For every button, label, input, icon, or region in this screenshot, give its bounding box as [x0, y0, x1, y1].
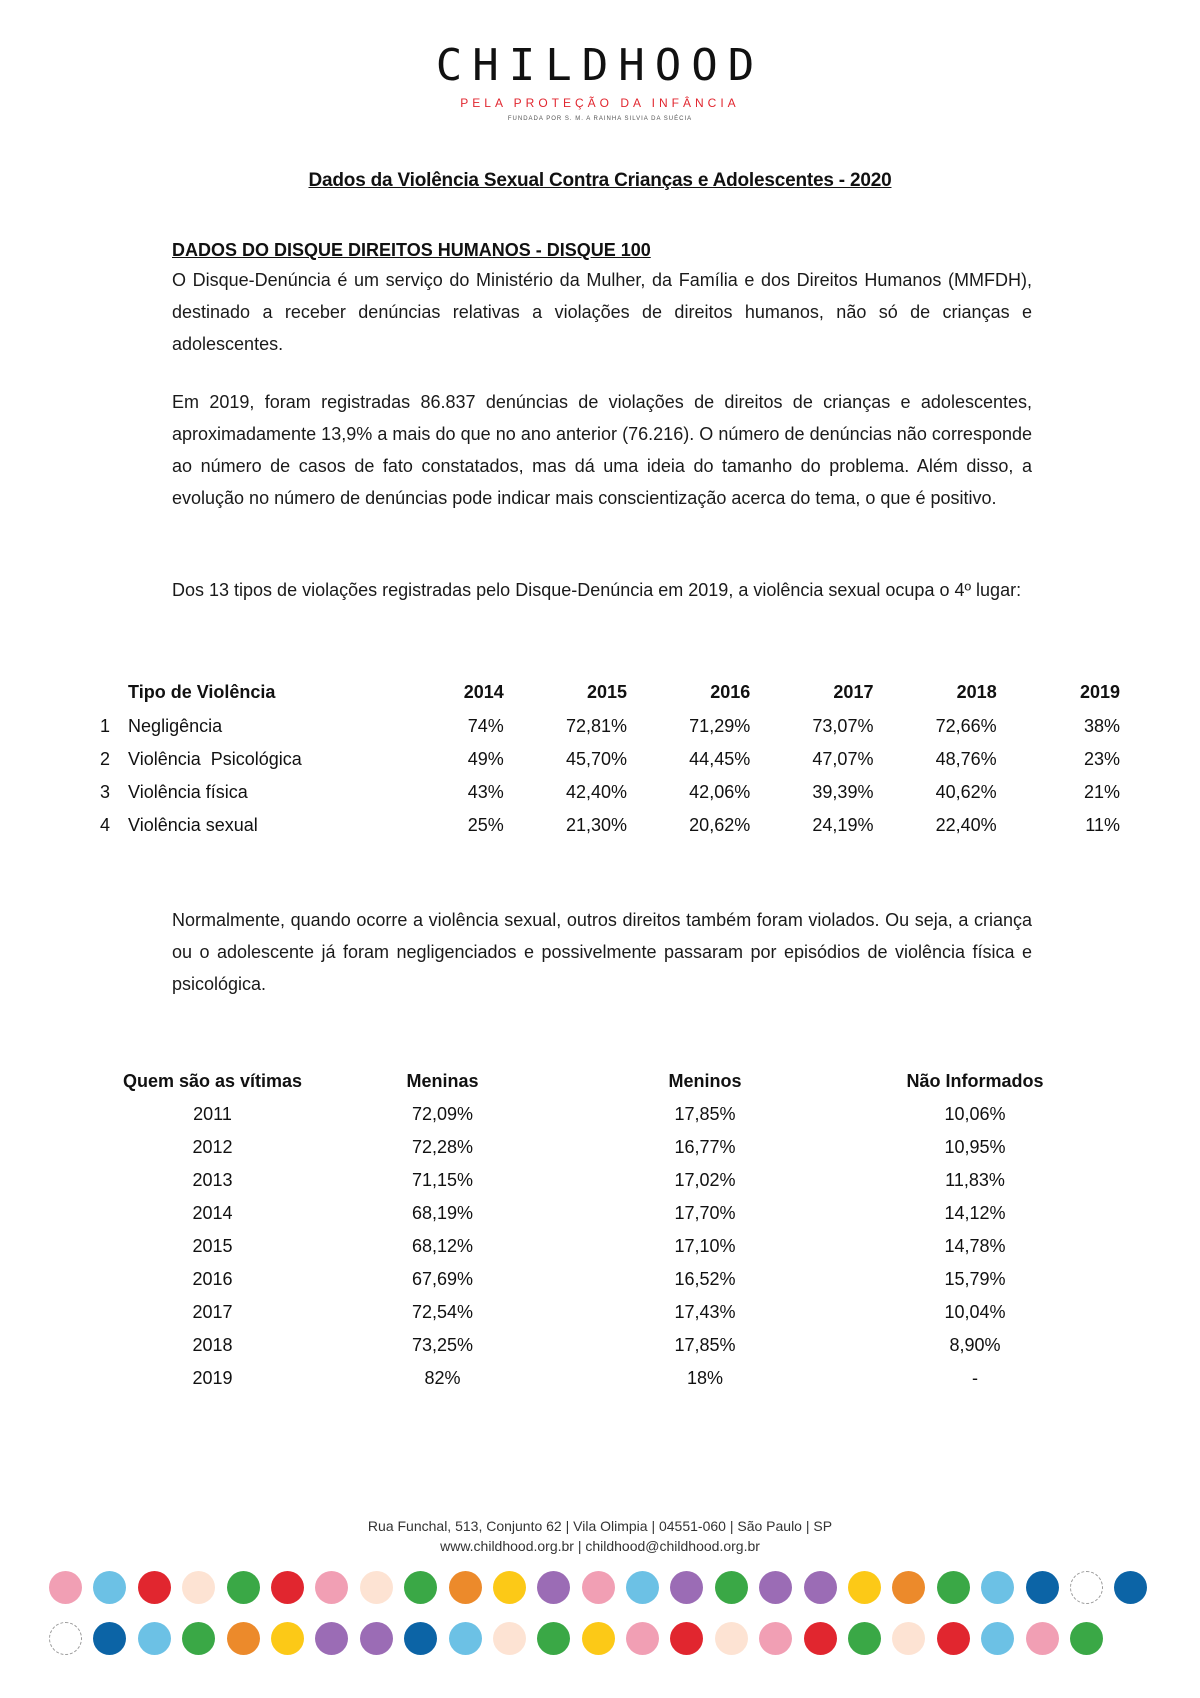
cell-year: 2019: [192, 1368, 233, 1388]
table-row: [110, 1296, 1110, 1329]
decorative-dot: [315, 1571, 348, 1604]
cell-2019: 21%: [1083, 782, 1120, 802]
decorative-dot: [1026, 1571, 1059, 1604]
decorative-dot: [937, 1622, 970, 1655]
header-nao-informados: Não Informados: [906, 1070, 1044, 1091]
decorative-dot: [759, 1571, 792, 1604]
cell-meninas: 72,28%: [411, 1137, 474, 1157]
decorative-dot: [49, 1622, 82, 1655]
decorative-dot: [937, 1571, 970, 1604]
decorative-dot: [493, 1571, 526, 1604]
decorative-dot: [804, 1622, 837, 1655]
decorative-dot: [537, 1571, 570, 1604]
decorative-dot: [404, 1571, 437, 1604]
table-row: [110, 1164, 1110, 1197]
header-quem: Quem são as vítimas: [122, 1070, 303, 1091]
table-row: [100, 743, 1120, 776]
cell-year: 2013: [192, 1170, 233, 1190]
cell-2018: 72,66%: [935, 716, 997, 736]
header-meninos: Meninos: [668, 1070, 742, 1091]
paragraph-ranking: Dos 13 tipos de violações registradas pelo Disque-Denúncia em 2019, a violência sexual ocupa o 4º lugar:: [172, 580, 1022, 600]
decorative-dot: [981, 1571, 1014, 1604]
decorative-dots-row-2: [49, 1622, 1149, 1655]
cell-meninas: 82%: [424, 1368, 461, 1388]
cell-meninos: 16,52%: [674, 1269, 736, 1289]
decorative-dot: [715, 1622, 748, 1655]
decorative-dot: [626, 1571, 659, 1604]
decorative-dot: [138, 1571, 171, 1604]
cell-2017: 39,39%: [812, 782, 874, 802]
document-title: Dados da Violência Sexual Contra Crianças e Adolescentes - 2020: [308, 170, 892, 191]
context-section: [172, 904, 1032, 1000]
paragraph-context: Normalmente, quando ocorre a violência sexual, outros direitos também foram violados. Ou seja, a criança ou o adolescente já foram negligenciados e possivelmente passaram por episódios de violência física e psicológica.: [172, 910, 1032, 994]
table-row: [110, 1197, 1110, 1230]
cell-2014: 49%: [467, 749, 504, 769]
cell-year: 2011: [193, 1104, 232, 1124]
cell-2016: 42,06%: [689, 782, 751, 802]
table-row: [110, 1362, 1110, 1395]
cell-2014: 25%: [467, 815, 504, 835]
cell-2017: 47,07%: [812, 749, 874, 769]
cell-meninas: 73,25%: [411, 1335, 474, 1355]
decorative-dot: [582, 1571, 615, 1604]
logo-subline: FUNDADA POR S. M. A RAINHA SILVIA DA SUÉCIA: [507, 116, 693, 122]
cell-2014: 74%: [467, 716, 504, 736]
header-2015: 2015: [586, 681, 627, 702]
row-num: 4: [100, 815, 111, 835]
cell-2015: 21,30%: [565, 815, 627, 835]
decorative-dot: [1026, 1622, 1059, 1655]
cell-2019: 38%: [1083, 716, 1120, 736]
decorative-dot: [804, 1571, 837, 1604]
header-2018: 2018: [956, 681, 997, 702]
cell-2014: 43%: [467, 782, 504, 802]
row-tipo: Violência Psicológica: [128, 749, 302, 769]
table-row: [100, 776, 1120, 809]
cell-2016: 44,45%: [689, 749, 751, 769]
decorative-dot: [182, 1622, 215, 1655]
cell-meninos: 17,43%: [674, 1302, 736, 1322]
cell-meninas: 71,15%: [411, 1170, 474, 1190]
table-row: [110, 1329, 1110, 1362]
header-tipo: Tipo de Violência: [128, 681, 276, 702]
cell-meninas: 72,09%: [411, 1104, 474, 1124]
cell-nao-informados: 14,78%: [944, 1236, 1006, 1256]
decorative-dot: [670, 1622, 703, 1655]
table-header-row: [100, 674, 1120, 710]
cell-2018: 48,76%: [935, 749, 997, 769]
table-row: [100, 710, 1120, 743]
decorative-dot: [182, 1571, 215, 1604]
cell-year: 2014: [192, 1203, 233, 1223]
cell-2016: 71,29%: [689, 716, 751, 736]
decorative-dot: [93, 1622, 126, 1655]
row-tipo: Negligência: [128, 716, 223, 736]
decorative-dot: [138, 1622, 171, 1655]
header-2019: 2019: [1079, 681, 1120, 702]
header-2016: 2016: [710, 681, 751, 702]
cell-2017: 24,19%: [812, 815, 874, 835]
footer-contact: www.childhood.org.br | childhood@childhood.org.br: [440, 1538, 760, 1554]
cell-year: 2017: [192, 1302, 233, 1322]
cell-2018: 22,40%: [935, 815, 997, 835]
decorative-dot: [582, 1622, 615, 1655]
cell-meninos: 17,85%: [674, 1335, 736, 1355]
table-row: [110, 1131, 1110, 1164]
cell-meninos: 16,77%: [674, 1137, 736, 1157]
table-row: [110, 1098, 1110, 1131]
decorative-dot: [49, 1571, 82, 1604]
decorative-dot: [360, 1571, 393, 1604]
decorative-dot: [93, 1571, 126, 1604]
cell-meninos: 17,70%: [674, 1203, 736, 1223]
stats-section: [172, 386, 1032, 514]
cell-meninas: 67,69%: [411, 1269, 474, 1289]
victims-table: [110, 1064, 1110, 1395]
header-2017: 2017: [833, 681, 874, 702]
logo-wordmark: CHILDHOOD: [435, 40, 765, 91]
cell-2015: 45,70%: [565, 749, 627, 769]
decorative-dot: [493, 1622, 526, 1655]
row-tipo: Violência física: [128, 782, 248, 802]
decorative-dot: [449, 1622, 482, 1655]
decorative-dot: [404, 1622, 437, 1655]
ranking-section: [172, 574, 1032, 606]
header-num: [100, 674, 128, 710]
cell-nao-informados: 8,90%: [949, 1335, 1001, 1355]
header-meninas: Meninas: [406, 1070, 479, 1091]
decorative-dot: [848, 1622, 881, 1655]
cell-nao-informados: 15,79%: [944, 1269, 1006, 1289]
cell-2016: 20,62%: [689, 815, 751, 835]
decorative-dot: [271, 1571, 304, 1604]
cell-nao-informados: 10,95%: [944, 1137, 1006, 1157]
cell-nao-informados: 14,12%: [944, 1203, 1006, 1223]
cell-year: 2018: [192, 1335, 233, 1355]
table-header-row: [110, 1064, 1110, 1098]
decorative-dot: [449, 1571, 482, 1604]
cell-meninos: 17,10%: [674, 1236, 736, 1256]
row-tipo: Violência sexual: [128, 815, 258, 835]
cell-nao-informados: 11,83%: [945, 1170, 1005, 1190]
decorative-dot: [670, 1571, 703, 1604]
cell-2019: 11%: [1085, 815, 1120, 835]
decorative-dot: [759, 1622, 792, 1655]
cell-meninos: 18%: [686, 1368, 724, 1388]
decorative-dot: [892, 1622, 925, 1655]
decorative-dot: [981, 1622, 1014, 1655]
childhood-logo: [0, 40, 1200, 122]
cell-2017: 73,07%: [812, 716, 874, 736]
decorative-dot: [227, 1571, 260, 1604]
row-num: 2: [100, 749, 111, 769]
cell-year: 2015: [192, 1236, 233, 1256]
section-heading: DADOS DO DISQUE DIREITOS HUMANOS - DISQUE 100: [172, 240, 651, 260]
cell-2015: 42,40%: [565, 782, 627, 802]
decorative-dots-row-1: [49, 1571, 1149, 1604]
decorative-dot: [227, 1622, 260, 1655]
decorative-dot: [848, 1571, 881, 1604]
decorative-dot: [715, 1571, 748, 1604]
row-num: 1: [100, 716, 111, 736]
decorative-dot: [892, 1571, 925, 1604]
decorative-dot: [271, 1622, 304, 1655]
table-row: [110, 1230, 1110, 1263]
cell-year: 2012: [192, 1137, 233, 1157]
violence-types-table: [100, 674, 1120, 842]
decorative-dot: [315, 1622, 348, 1655]
cell-2018: 40,62%: [935, 782, 997, 802]
paragraph-stats: Em 2019, foram registradas 86.837 denúncias de violações de direitos de crianças e adolescentes, aproximadamente 13,9% a mais do que no ano anterior (76.216). O número de denúncias não corresponde ao número de casos de fato constatados, mas dá uma ideia do tamanho do problema. Além disso, a evolução no número de denúncias pode indicar mais conscientização acerca do tema, o que é positivo.: [172, 392, 1032, 508]
cell-meninas: 68,12%: [411, 1236, 474, 1256]
intro-section: [172, 236, 1032, 360]
cell-nao-informados: -: [972, 1368, 978, 1388]
table-row: [100, 809, 1120, 842]
cell-meninas: 68,19%: [411, 1203, 474, 1223]
cell-2019: 23%: [1083, 749, 1120, 769]
cell-meninos: 17,85%: [674, 1104, 736, 1124]
cell-nao-informados: 10,04%: [944, 1302, 1006, 1322]
decorative-dot: [1070, 1622, 1103, 1655]
logo-tagline: PELA PROTEÇÃO DA INFÂNCIA: [460, 96, 740, 110]
cell-year: 2016: [192, 1269, 233, 1289]
decorative-dot: [1070, 1571, 1103, 1604]
cell-meninos: 17,02%: [674, 1170, 736, 1190]
footer-address: Rua Funchal, 513, Conjunto 62 | Vila Olimpia | 04551-060 | São Paulo | SP: [367, 1518, 833, 1534]
paragraph-intro: O Disque-Denúncia é um serviço do Ministério da Mulher, da Família e dos Direitos Humanos (MMFDH), destinado a receber denúncias relativas a violações de direitos humanos, não só de crianças e adolescentes.: [172, 270, 1032, 354]
cell-meninas: 72,54%: [411, 1302, 474, 1322]
decorative-dot: [360, 1622, 393, 1655]
cell-2015: 72,81%: [565, 716, 627, 736]
cell-nao-informados: 10,06%: [944, 1104, 1006, 1124]
footer: [0, 1516, 1200, 1556]
decorative-dot: [626, 1622, 659, 1655]
decorative-dot: [1114, 1571, 1147, 1604]
decorative-dot: [537, 1622, 570, 1655]
row-num: 3: [100, 782, 111, 802]
header-2014: 2014: [463, 681, 504, 702]
table-row: [110, 1263, 1110, 1296]
